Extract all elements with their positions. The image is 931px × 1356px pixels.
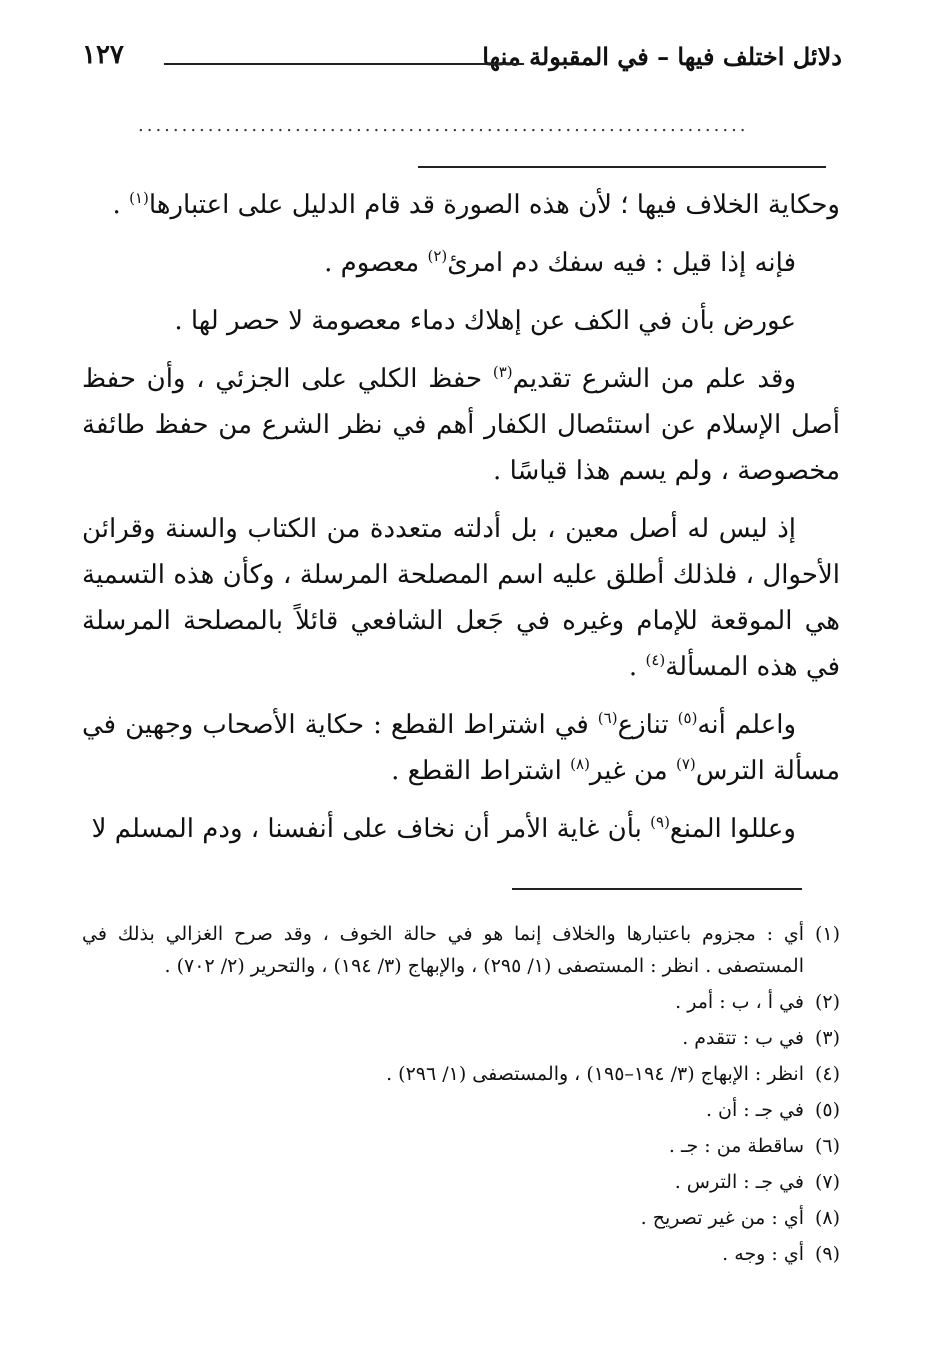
- paragraph-3: [82, 298, 840, 344]
- footnote-ref: (٧): [675, 755, 696, 773]
- page-header: [82, 38, 842, 88]
- footnote-number: (٢): [814, 991, 840, 1013]
- paragraph-text: تنازع: [617, 710, 678, 740]
- footnote-number: (٣): [814, 1027, 840, 1049]
- section-rule: [418, 166, 826, 168]
- paragraph-text: وعللوا المنع: [669, 814, 796, 844]
- footnotes-list: [82, 918, 840, 1274]
- footnote-number: (٨): [814, 1207, 840, 1229]
- footnote-text: في جـ : الترس .: [674, 1171, 804, 1193]
- paragraph-5: [82, 506, 840, 690]
- footnote-number: (٥): [814, 1099, 840, 1121]
- footnote-item: [82, 986, 840, 1018]
- paragraph-text: معصوم .: [324, 248, 428, 278]
- footnote-ref: (٣): [492, 363, 513, 381]
- footnote-ref: (٩): [650, 813, 670, 831]
- footnote-text: في أ ، ب : أمر .: [675, 991, 804, 1013]
- paragraph-text: .: [628, 652, 646, 682]
- footnote-item: [82, 1058, 840, 1090]
- footnote-text: في ب : تتقدم .: [682, 1027, 804, 1049]
- footnote-item: [82, 1094, 840, 1126]
- paragraph-text: عورض بأن في الكف عن إهلاك دماء معصومة لا حصر لها .: [174, 306, 796, 336]
- paragraph-text: إذ ليس له أصل معين ، بل أدلته متعددة من الكتاب والسنة وقرائن الأحوال ، فلذلك أطلق عليه اسم المصلحة المرسلة ، وكأن هذه التسمية هي الموقعة للإمام وغيره في جَعل الشافعي قائلاً بالمصلحة المرسلة في هذه المسألة: [82, 514, 840, 682]
- paragraph-text: وحكاية الخلاف فيها ؛ لأن هذه الصورة قد قام الدليل على اعتبارها: [148, 190, 840, 220]
- footnote-ref: (١): [129, 189, 149, 207]
- paragraph-2: [82, 240, 840, 286]
- footnote-number: (٦): [814, 1135, 840, 1157]
- paragraph-text: واعلم أنه: [697, 710, 797, 740]
- footnote-number: (٩): [814, 1243, 840, 1265]
- paragraph-text: من غير: [589, 756, 676, 786]
- paragraph-6: [82, 702, 840, 794]
- paragraph-text: .: [112, 190, 130, 220]
- footnote-number: (٤): [814, 1063, 840, 1085]
- paragraph-text: وقد علم من الشرع تقديم: [512, 364, 797, 394]
- footnote-text: أي : مجزوم باعتبارها والخلاف إنما هو في حالة الخوف ، وقد صرح الغزالي بذلك في المستصفى . انظر : المستصفى (١/ ٢٩٥) ، والإبهاج (٣/ ١٩٤) ، والتحرير (٢/ ٧٠٢) .: [82, 923, 804, 977]
- footnote-ref: (٤): [645, 651, 666, 669]
- paragraph-text: فإنه إذا قيل : فيه سفك دم امرئ: [447, 248, 796, 278]
- paragraph-1: [82, 182, 840, 228]
- footnote-item: [82, 1022, 840, 1054]
- paragraph-text: في اشتراط القطع : حكاية الأصحاب وجهين في مسألة الترس: [82, 710, 840, 786]
- footnote-ref: (٦): [597, 709, 618, 727]
- paragraph-4: [82, 356, 840, 494]
- paragraph-7: [82, 806, 840, 852]
- footnote-text: أي : من غير تصريح .: [640, 1207, 804, 1229]
- footnote-item: [82, 918, 840, 982]
- running-title: دلائل اختلف فيها – في المقبولة منها: [482, 42, 842, 71]
- footnote-text: أي : وجه .: [722, 1243, 804, 1265]
- footnote-ref: (٢): [427, 247, 448, 265]
- footnote-item: [82, 1130, 840, 1162]
- footnote-item: [82, 1238, 840, 1270]
- footnote-separator: [512, 888, 802, 890]
- footnote-ref: (٥): [677, 709, 698, 727]
- ellipsis-dots: ......................................................................: [138, 115, 749, 136]
- footnote-number: (٧): [814, 1171, 840, 1193]
- footnote-item: [82, 1166, 840, 1198]
- footnote-text: في جـ : أن .: [705, 1099, 804, 1121]
- paragraph-text: بأن غاية الأمر أن نخاف على أنفسنا ، ودم المسلم لا: [91, 814, 651, 844]
- footnote-text: ساقطة من : جـ .: [668, 1135, 804, 1157]
- footnote-text: انظر : الإبهاج (٣/ ١٩٤–١٩٥) ، والمستصفى (١/ ٢٩٦) .: [386, 1063, 804, 1085]
- page-number: ١٢٧: [82, 40, 124, 70]
- paragraph-text: اشتراط القطع .: [391, 756, 571, 786]
- footnote-ref: (٨): [570, 755, 590, 773]
- footnote-item: [82, 1202, 840, 1234]
- footnote-number: (١): [814, 923, 840, 945]
- paragraph-text: حفظ الكلي على الجزئي ، وأن حفظ أصل الإسلام عن استئصال الكفار أهم في نظر الشرع من حفظ طائفة مخصوصة ، ولم يسم هذا قياسًا .: [82, 364, 840, 486]
- main-text: [82, 182, 840, 864]
- header-rule: [164, 63, 524, 65]
